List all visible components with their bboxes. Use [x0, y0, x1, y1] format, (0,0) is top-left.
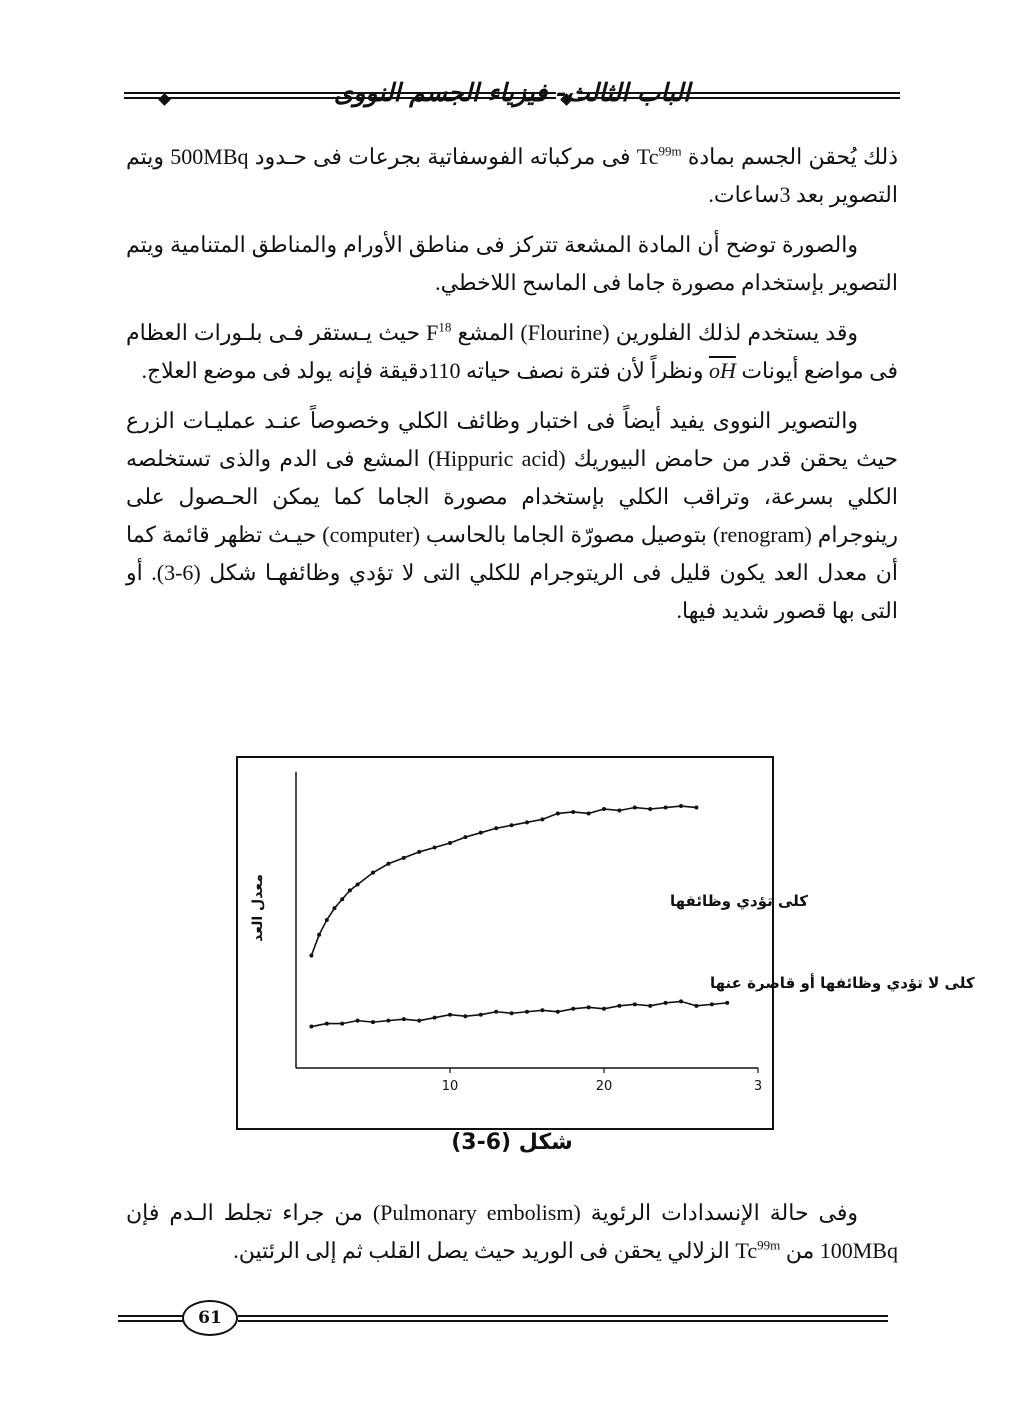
isotope-sup: 18	[438, 319, 452, 335]
series-1-point	[602, 807, 606, 811]
page-number: 61	[182, 1300, 238, 1336]
series-1-point	[463, 835, 467, 839]
footer-rule-right	[238, 1315, 888, 1322]
series-1-point	[386, 862, 390, 866]
text-span: وفى حالة الإنسدادات الرئوية	[580, 1200, 859, 1225]
series-2-point	[309, 1025, 313, 1029]
series-2-point	[510, 1011, 514, 1015]
series-1-point	[633, 806, 637, 810]
footer-rule-left	[118, 1315, 184, 1322]
series-1-point	[510, 823, 514, 827]
isotope-sup: 99m	[658, 143, 682, 159]
isotope-base: F	[426, 320, 439, 345]
series-line-1	[311, 806, 696, 955]
text-span: والتصوير النووى يفيد أيضاً فى اختبار وظائف الكلي وخصوصاً عنـد عمليـات الزرع حيث يحقن قدر من حامض البيوريك	[126, 408, 898, 471]
series-1-point	[448, 841, 452, 845]
series-2-point	[433, 1016, 437, 1020]
series-2-point	[571, 1007, 575, 1011]
paragraph-5	[126, 1194, 898, 1270]
series-1-point	[617, 808, 621, 812]
series-1-point	[348, 888, 352, 892]
text-span: حيـث تظهر قائمة كما أن معدل العد يكون قليل فى الريتوجرام للكلي التى لا تؤدي وظائفهـا شكل (6-3). أو التى بها قصور شديد فيها.	[126, 522, 898, 623]
series-1-point	[479, 831, 483, 835]
series-2-point	[587, 1005, 591, 1009]
series-1-point	[356, 882, 360, 886]
x-tick-label: 3	[753, 1079, 763, 1094]
text-span: من جراء تجلط الـدم فإن	[126, 1200, 373, 1225]
isotope-tc99m	[735, 1238, 780, 1263]
isotope-f18	[426, 320, 451, 345]
series-1-point	[664, 806, 668, 810]
text-span: ذلك يُحقن الجسم بمادة	[681, 144, 898, 169]
figure-box	[236, 756, 975, 1130]
series-2-point	[679, 999, 683, 1003]
text-span: ويتم التصوير بعد 3ساعات.	[126, 144, 898, 207]
series-1-point	[417, 850, 421, 854]
series-2-point	[448, 1013, 452, 1017]
term-hippuric: (Hippuric acid)	[427, 446, 566, 471]
series-1-point	[494, 826, 498, 830]
header-rule-far-right	[578, 92, 900, 99]
paragraph-4	[126, 402, 898, 630]
series-1-point	[325, 918, 329, 922]
series-1-point	[556, 811, 560, 815]
text-span: المشع فى الدم والذى تستخلصه الكلي بسرعة، وتراقب الكلي بإستخدام مصورة الجاما كما يمكن الحـصول على رينوجرام	[126, 446, 898, 547]
series-1-point	[694, 806, 698, 810]
text-span: من	[780, 1238, 820, 1263]
text-span: ونظراً لأن فترة نصف حياته 110دقيقة فإنه يولد فى موضع العلاج.	[141, 358, 709, 383]
series-1-point	[540, 817, 544, 821]
isotope-base: Tc	[735, 1238, 758, 1263]
text-span: وقد يستخدم لذلك الفلورين	[609, 320, 858, 345]
series-2-point	[648, 1004, 652, 1008]
series-1-point	[679, 804, 683, 808]
series-label-functioning: كلى تؤدي وظائفها	[670, 892, 808, 910]
series-2-point	[556, 1010, 560, 1014]
series-2-point	[479, 1013, 483, 1017]
text-span: بتوصيل مصورّة الجاما بالحاسب	[419, 522, 713, 547]
series-2-point	[633, 1002, 637, 1006]
text-span: الزلالي يحقن فى الوريد حيث يصل القلب ثم إلى الرئتين.	[233, 1238, 736, 1263]
term-renogram: (renogram)	[712, 522, 812, 547]
series-2-point	[602, 1007, 606, 1011]
series-1-point	[317, 933, 321, 937]
series-2-point	[386, 1019, 390, 1023]
body-text-bottom	[126, 1194, 898, 1282]
paragraph-2: والصورة توضح أن المادة المشعة تتركز فى مناطق الأورام والمناطق المتنامية ويتم التصوير بإستخدام مصورة جاما فى الماسح اللاخطي.	[126, 232, 898, 295]
dose-value: 500MBq	[170, 144, 249, 169]
x-tick-label: 20	[595, 1079, 613, 1094]
isotope-tc99m	[637, 144, 682, 169]
series-1-point	[340, 897, 344, 901]
series-1-point	[433, 845, 437, 849]
text-span: فى مركباته الفوسفاتية بجرعات فى حـدود	[248, 144, 637, 169]
header-rule-far-left	[124, 92, 154, 99]
series-2-point	[402, 1017, 406, 1021]
series-1-point	[571, 810, 575, 814]
body-text-top	[126, 138, 898, 642]
term-computer: (computer)	[322, 522, 420, 547]
paragraph-3	[126, 314, 898, 390]
text-span: المشع	[451, 320, 521, 345]
series-2-point	[325, 1022, 329, 1026]
series-1-point	[648, 807, 652, 811]
series-2-point	[494, 1010, 498, 1014]
isotope-base: Tc	[636, 144, 659, 169]
isotope-sup: 99m	[757, 1237, 781, 1253]
series-2-point	[617, 1004, 621, 1008]
series-label-nonfunctioning: كلى لا تؤدي وظائفها أو قاصرة عنها	[710, 974, 975, 992]
x-tick-label: 10	[441, 1079, 459, 1094]
series-2-point	[356, 1019, 360, 1023]
ion-oh: $\overline{oH}$	[708, 358, 736, 383]
series-2-point	[694, 1004, 698, 1008]
series-1-point	[333, 906, 337, 910]
series-1-point	[525, 820, 529, 824]
series-2-point	[371, 1020, 375, 1024]
series-2-point	[540, 1008, 544, 1012]
dose-value: 100MBq	[819, 1238, 898, 1263]
series-2-point	[525, 1010, 529, 1014]
term-pulmonary: (Pulmonary embolism)	[372, 1200, 581, 1225]
text-span: حيث يـستقر فـى بلـورات العظام فى مواضع أيونات	[126, 320, 898, 383]
series-2-point	[417, 1019, 421, 1023]
series-2-point	[725, 1001, 729, 1005]
renogram-chart	[238, 758, 975, 1128]
series-2-point	[340, 1022, 344, 1026]
series-2-point	[710, 1002, 714, 1006]
term-flourine: (Flourine)	[520, 320, 610, 345]
series-1-point	[309, 954, 313, 958]
series-1-point	[402, 856, 406, 860]
paragraph-1	[126, 138, 898, 214]
series-2-point	[664, 1001, 668, 1005]
figure-caption: شكل (6-3)	[451, 1130, 573, 1155]
series-1-point	[371, 871, 375, 875]
y-axis-label: معدل العد	[250, 874, 266, 942]
series-1-point	[587, 811, 591, 815]
header-title: الباب الثالث- فيزياء الجسم النووى	[333, 78, 691, 107]
series-2-point	[463, 1014, 467, 1018]
